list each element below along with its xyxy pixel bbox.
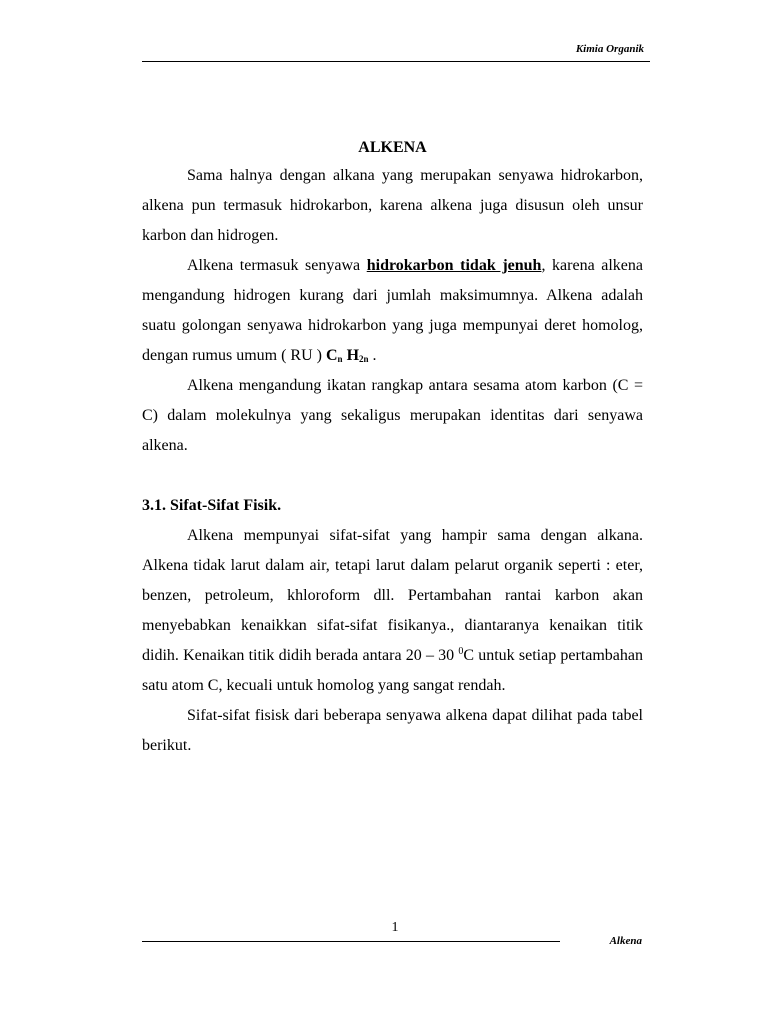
- running-header: Kimia Organik: [575, 43, 644, 55]
- header-divider: [142, 61, 650, 62]
- page-number: 1: [391, 920, 399, 935]
- section-heading: 3.1. Sifat-Sifat Fisik.: [142, 497, 282, 514]
- footer-divider: [142, 941, 560, 942]
- paragraph-text: C untuk setiap pertambahan satu atom C, kecuali untuk homolog yang sangat rendah.: [142, 647, 644, 694]
- paragraph-physical-properties: [142, 521, 643, 701]
- general-formula: [326, 347, 369, 364]
- page-title: ALKENA: [358, 139, 427, 156]
- paragraph-text: .: [368, 347, 377, 364]
- formula-hydrogen-subscript: 2n: [359, 354, 369, 364]
- paragraph-double-bond: Alkena mengandung ikatan rangkap antara sesama atom karbon (C = C) dalam molekulnya yang sekaligus merupakan identitas dari senyawa alkena.: [142, 377, 643, 454]
- formula-carbon-subscript: n: [337, 354, 343, 364]
- page-content: [142, 135, 643, 761]
- paragraph-unsaturated: [142, 251, 643, 371]
- paragraph-intro: Sama halnya dengan alkana yang merupakan senyawa hidrokarbon, alkena pun termasuk hidrokarbon, karena alkena juga disusun oleh unsur karbon dan hidrogen.: [142, 167, 643, 244]
- degree-superscript: 0: [458, 646, 464, 657]
- paragraph-table-reference: Sifat-sifat fisisk dari beberapa senyawa alkena dapat dilihat pada tabel berikut.: [142, 707, 643, 754]
- running-footer: Alkena: [609, 935, 642, 947]
- formula-carbon: C: [325, 347, 338, 364]
- paragraph-text: , karena alkena mengandung hidrogen kurang dari jumlah maksimumnya. Alkena adalah suatu golongan senyawa hidrokarbon yang juga mempunyai deret homolog, dengan rumus umum ( RU ): [142, 257, 644, 364]
- paragraph-text: Alkena mempunyai sifat-sifat yang hampir sama dengan alkana. Alkena tidak larut dalam air, tetapi larut dalam pelarut organik seperti : eter, benzen, petroleum, khloroform dll. Pertambahan rantai karbon akan menyebabkan kenaikkan sifat-sifat fisikanya., diantaranya kenaikan titik didih. Kenaikan titik didih berada antara 20 – 30: [142, 527, 643, 664]
- paragraph-text: Alkena termasuk senyawa: [187, 257, 367, 274]
- formula-hydrogen: H: [346, 347, 360, 364]
- emphasized-term: hidrokarbon tidak jenuh: [366, 257, 542, 274]
